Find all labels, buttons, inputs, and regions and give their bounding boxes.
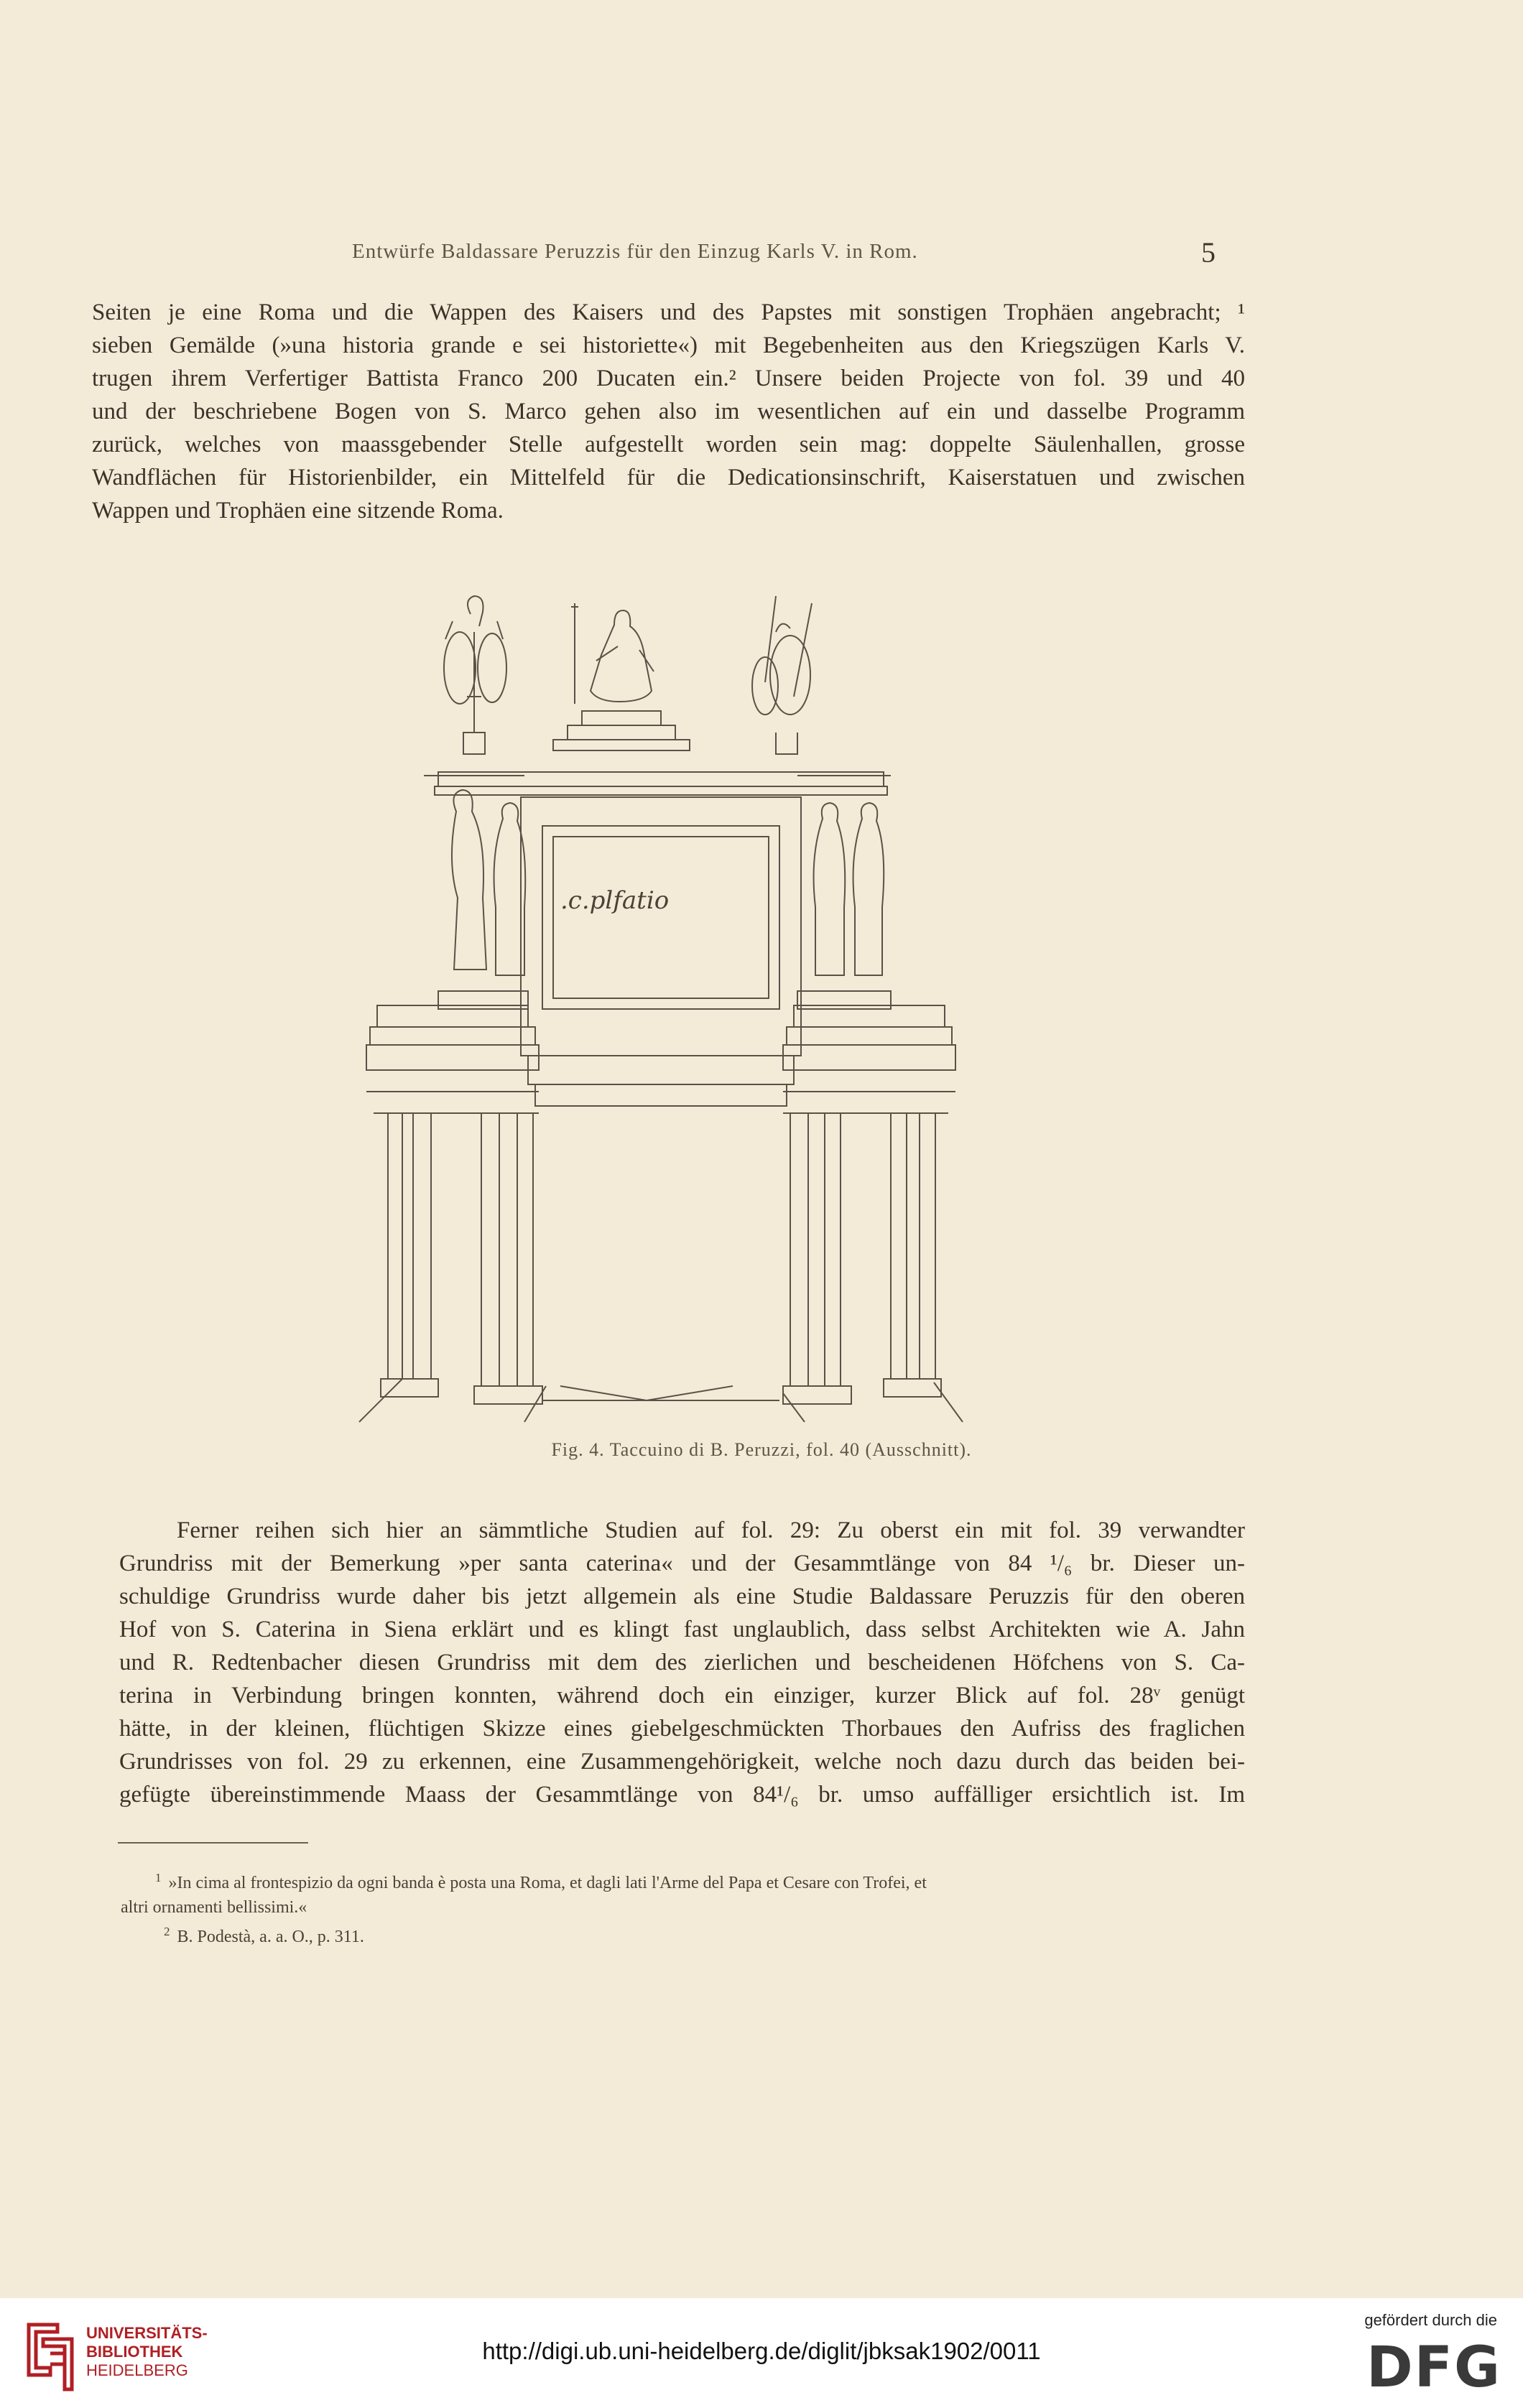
library-name-line: HEIDELBERG: [86, 2361, 188, 2379]
text-line: Seiten je eine Roma und die Wappen des Kaisers und des Papstes mit sonstigen Trophäen angebracht; ¹: [92, 299, 1245, 325]
text-line: Ferner reihen sich hier an sämmtliche Studien auf fol. 29: Zu oberst ein mit fol. 39 verwandter: [177, 1517, 1245, 1543]
text-line: Grundriss mit der Bemerkung »per santa caterina« und der Gesammtlänge von 84 ¹/₆ br. Dieser un-: [119, 1551, 1245, 1576]
running-head: Entwürfe Baldassare Peruzzis für den Einzug Karls V. in Rom.: [352, 240, 918, 263]
trophy-left-drawing: [444, 596, 506, 754]
text-line: Wandflächen für Historienbilder, ein Mittelfeld für die Dedicationsinschrift, Kaiserstatuen und zwischen: [92, 465, 1245, 491]
footnote-text: B. Podestà, a. a. O., p. 311.: [177, 1928, 364, 1946]
trophy-right-drawing: [752, 596, 812, 754]
library-name-line: BIBLIOTHEK: [86, 2343, 183, 2361]
text-line: schuldige Grundriss wurde daher bis jetzt allgemein als eine Studie Baldassare Peruzzis für den oberen: [119, 1584, 1245, 1609]
text-line: trugen ihrem Verfertiger Battista Franco 200 Ducaten ein.² Unsere beiden Projecte von fol. 39 und 40: [92, 366, 1245, 391]
columns-drawing: [359, 1113, 963, 1422]
dfg-logo[interactable]: DFG: [1366, 2335, 1501, 2400]
inscription-text: .c.plfatio: [560, 886, 670, 915]
footnote-text: »In cima al frontespizio da ogni banda è posta una Roma, et dagli lati l'Arme del Papa et Cesare con Trofei, et: [168, 1874, 927, 1892]
text-line: terina in Verbindung bringen konnten, während doch ein einziger, kurzer Blick auf fol. 28ᵛ genügt: [119, 1683, 1245, 1709]
footnote-number: 2: [164, 1925, 170, 1938]
footnote-number: 1: [155, 1871, 162, 1884]
figure-4-sketch: [345, 589, 977, 1429]
paragraph-1: [92, 296, 1245, 527]
text-line: hätte, in der kleinen, flüchtigen Skizze eines giebelgeschmückten Thorbaues den Aufriss des fraglichen: [119, 1716, 1245, 1742]
footnotes: [92, 1866, 1245, 1949]
funded-by-label: gefördert durch die: [1364, 2311, 1497, 2329]
text-line: Wappen und Trophäen eine sitzende Roma.: [92, 498, 504, 524]
text-line: gefügte übereinstimmende Maass der Gesammtlänge von 84¹/₆ br. umso auffälliger ersichtlich ist. Im: [119, 1782, 1245, 1808]
viewer-footer: [0, 2298, 1523, 2408]
text-line: Grundrisses von fol. 29 zu erkennen, eine Zusammengehörigkeit, welche noch dazu durch das beiden bei-: [119, 1749, 1245, 1775]
text-line: zurück, welches von maassgebender Stelle aufgestellt worden sein mag: doppelte Säulenhallen, grosse: [92, 432, 1245, 457]
roma-statue-drawing: [553, 603, 690, 750]
figure-caption: Fig. 4. Taccuino di B. Peruzzi, fol. 40 (Ausschnitt).: [551, 1439, 972, 1460]
entablature-drawing: [366, 1005, 955, 1113]
footnote-1: [92, 1866, 1245, 1895]
permalink-url[interactable]: http://digi.ub.uni-heidelberg.de/diglit/jbksak1902/0011: [482, 2338, 1041, 2364]
text-line: sieben Gemälde (»una historia grande e sei historiette«) mit Begebenheiten aus den Kriegszügen Karls V.: [92, 333, 1245, 358]
library-name-line: UNIVERSITÄTS-: [86, 2324, 208, 2342]
footnote-rule: [118, 1842, 308, 1844]
footnote-2: [92, 1920, 1245, 1949]
page-number: 5: [1201, 236, 1216, 269]
page-header: [0, 236, 1523, 276]
paragraph-2: [119, 1514, 1245, 1811]
text-line: und der beschriebene Bogen von S. Marco gehen also im wesentlichen auf ein und dasselbe Programm: [92, 399, 1245, 424]
footnote-1-continuation: altri ornamenti bellissimi.«: [121, 1898, 307, 1917]
text-line: Hof von S. Caterina in Siena erklärt und es klingt fast unglaublich, dass selbst Architekten wie A. Jahn: [119, 1617, 1245, 1642]
text-line: und R. Redtenbacher diesen Grundriss mit dem des zierlichen und bescheidenen Höfchens von S. Ca-: [119, 1650, 1245, 1675]
architectural-sketch: [345, 589, 977, 1429]
